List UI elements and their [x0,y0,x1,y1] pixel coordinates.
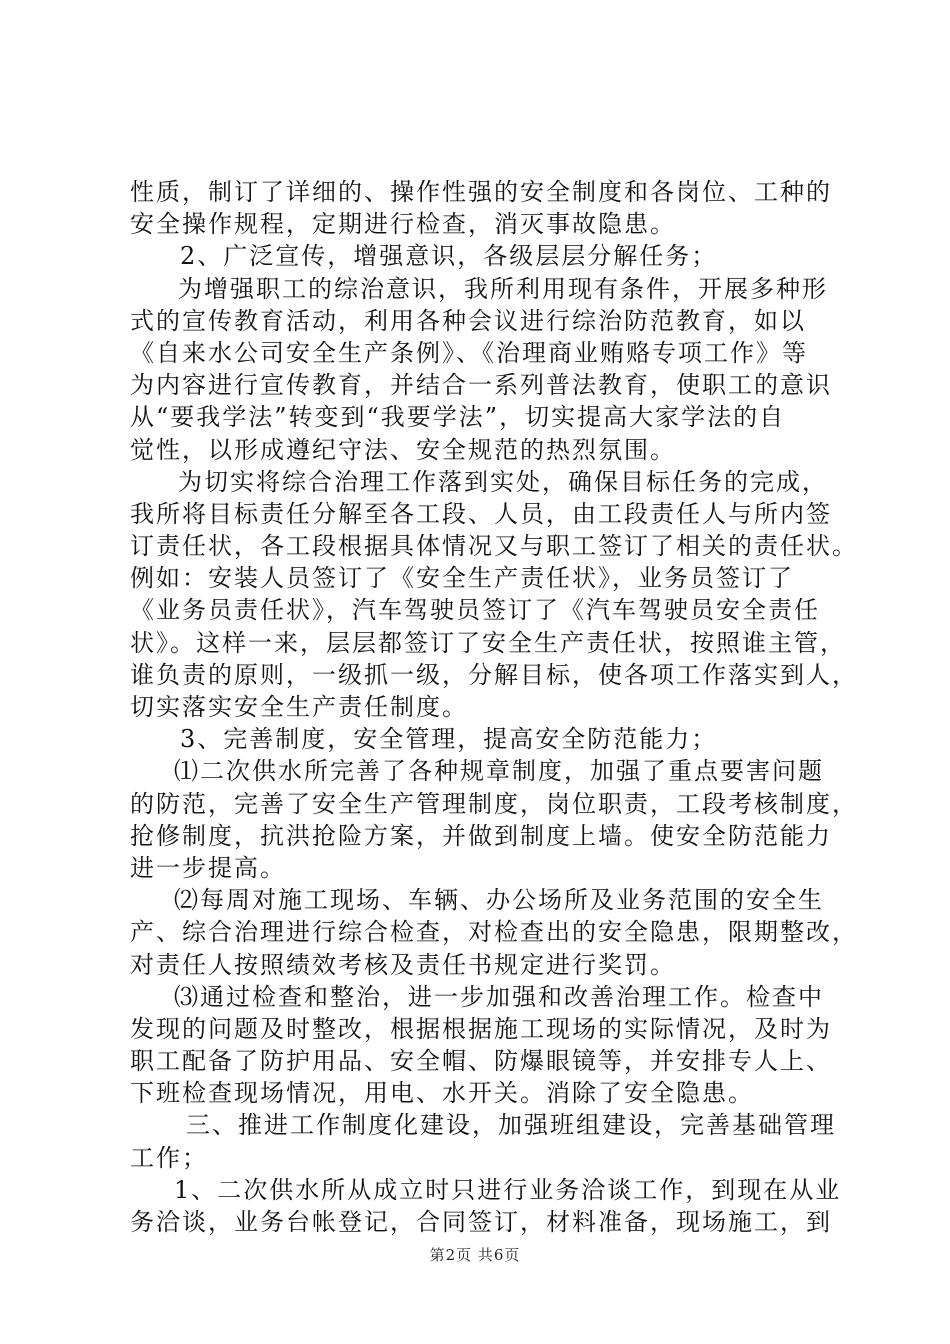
section-heading: 3、完善制度，安全管理，提高安全防范能力； [180,725,718,754]
text-line: 务洽谈，业务台帐登记，合同签订，材料准备，现场施工，到 [130,1208,832,1236]
text-line: 抢修制度，抗洪抢险方案，并做到制度上墙。使安全防范能力 [130,821,832,850]
text-line: 为切实将综合治理工作落到实处，确保目标任务的完成， [178,467,828,496]
text-line: 切实落实安全生产责任制度。 [130,693,468,721]
text-line: 觉性，以形成遵纪守法、安全规范的热烈氛围。 [130,435,676,464]
page-footer: 第2页 共6页 [429,1246,521,1264]
text-line: 对责任人按照绩效考核及责任书规定进行奖罚。 [130,950,676,979]
text-line: 谁负责的原则，一级抓一级，分解目标，使各项工作落实到人， [130,660,858,689]
text-line: 下班检查现场情况，用电、水开关。消除了安全隐患。 [130,1079,754,1108]
text-line: 式的宣传教育活动，利用各种会议进行综治防范教育，如以 [130,306,806,335]
text-line: 为内容进行宣传教育，并结合一系列普法教育，使职工的意识 [130,371,832,400]
text-line: 产、综合治理进行综合检查，对检查出的安全隐患，限期整改， [130,918,858,947]
text-line: 我所将目标责任分解至各工段、人员，由工段责任人与所内签 [130,499,832,528]
list-item-line: ⑴二次供水所完善了各种规章制度，加强了重点要害问题 [174,757,824,786]
list-item-line: ⑵每周对施工现场、车辆、办公场所及业务范围的安全生 [174,886,824,915]
text-line: 订责任状，各工段根据具体情况又与职工签订了相关的责任状。 [130,532,858,561]
text-line: 《业务员责任状》，汽车驾驶员签订了《汽车驾驶员安全责任 [130,596,820,625]
text-line: 例如：安装人员签订了《安全生产责任状》，业务员签订了 [130,564,794,593]
text-line: 职工配备了防护用品、安全帽、防爆眼镜等，并安排专人上、 [130,1047,832,1076]
text-line: 《自来水公司安全生产条例》、《治理商业贿赂专项工作》等 [130,338,808,367]
text-line: 从“要我学法”转变到“我要学法”，切实提高大家学法的自 [130,403,786,432]
text-line: 状》。这样一来，层层都签订了安全生产责任状，按照谁主管， [130,628,846,657]
text-line: 发现的问题及时整改，根据根据施工现场的实际情况，及时为 [130,1014,832,1043]
text-line: 工作； [130,1143,208,1172]
body-text [130,176,858,1238]
text-line: 性质，制订了详细的、操作性强的安全制度和各岗位、工种的 [130,178,832,206]
text-line: 为增强职工的综治意识，我所利用现有条件，开展多种形 [178,274,828,303]
text-line: 1、二次供水所从成立时只进行业务洽谈工作，到现在从业 [174,1175,842,1204]
text-line: 安全操作规程，定期进行检查，消灭事故隐患。 [130,210,676,239]
list-item-line: ⑶通过检查和整治，进一步加强和改善治理工作。检查中 [174,982,824,1011]
text-line: 进一步提高。 [130,853,286,882]
section-heading: 三、推进工作制度化建设，加强班组建设，完善基础管理 [186,1111,836,1140]
section-heading: 2、广泛宣传，增强意识，各级层层分解任务； [180,242,718,271]
text-line: 的防范，完善了安全生产管理制度，岗位职责，工段考核制度， [130,789,858,818]
